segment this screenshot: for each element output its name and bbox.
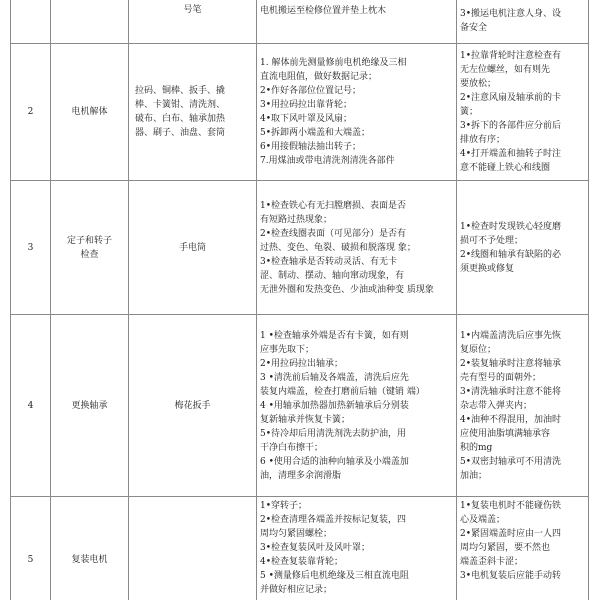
content-line: 2•检查清理各端盖并按标记复装，四	[260, 515, 407, 525]
row-number-cell	[11, 0, 51, 44]
content-line: 装复内端盖，检查打磨前后轴（键销 端）	[260, 386, 425, 397]
content-line: 直流电阻值，做好数据记录；	[260, 72, 378, 82]
notes-line: 2•装复轴承时注意将轴承	[460, 358, 562, 369]
step-name: 电机解体	[71, 107, 108, 117]
table-row	[11, 44, 589, 181]
notes-line: 2•线圈和轴承有缺陷的必	[460, 249, 562, 260]
content-line: 并做好相应记录；	[260, 585, 333, 595]
content-line: 2•作好各部位位置记号；	[260, 86, 362, 96]
notes-line: 排放有序；	[460, 135, 506, 145]
notes-cell	[457, 497, 589, 600]
notes-line: 4•油种不得混用，加油时	[460, 414, 562, 425]
notes-line: 2•注意风扇及轴承前的卡	[460, 93, 562, 103]
content-line: 4•检查复装靠背轮；	[260, 557, 344, 567]
table-row	[11, 497, 589, 600]
content-line: 1. 解体前先测量修前电机绝缘及三相	[260, 58, 407, 68]
notes-line: 积的mg	[460, 442, 493, 453]
notes-line: 簧；	[460, 107, 479, 117]
content-line: 6•用接假轴法抽出转子；	[260, 142, 362, 152]
notes-line: 应使用油脂填满轴承容	[460, 428, 551, 439]
content-line: 3 •清洗前后轴及各端盖，清洗后应先	[260, 372, 409, 383]
tools-line: 手电筒	[178, 242, 206, 253]
notes-line: 损可不予处理；	[460, 235, 524, 246]
notes-line: 端盖歪斜卡涩；	[460, 557, 524, 567]
notes-line: 5•双密封轴承可不用清洗	[460, 456, 562, 467]
maintenance-procedure-table	[10, 0, 589, 600]
content-line: 5•拆卸两小端盖和大端盖；	[260, 128, 371, 138]
notes-line: 3•拆下的各部件应分前后	[460, 121, 562, 131]
notes-line: 3•搬运电机注意人身、设	[460, 9, 562, 19]
content-line: 油，清理多余润滑脂	[260, 470, 342, 481]
row-number: 5	[27, 555, 34, 565]
content-line: 4•取下风叶罩及风扇；	[260, 114, 353, 124]
content-cell	[257, 44, 457, 181]
tools-line: 号笔	[183, 5, 202, 15]
content-line: 1 •检查轴承外端是否有卡簧，如有则	[260, 330, 409, 341]
content-line: 7.用煤油或带电清洗剂清洗各部件	[260, 156, 395, 166]
step-name-cell	[51, 0, 129, 44]
content-line: 干净白布擦干；	[260, 442, 324, 453]
tools-line: 破布、白布、轴承加热	[135, 114, 226, 124]
content-line: 3•检查轴承是否转动灵活、有无卡	[260, 256, 398, 267]
notes-line: 壳有型号的面朝外；	[460, 372, 542, 383]
content-line: 3•检查复装风叶及风叶罩；	[260, 543, 371, 553]
content-line: 1•检查铁心有无扫膛磨损、表面是否	[260, 200, 407, 211]
step-name-cell	[51, 181, 129, 315]
content-line: 涩、制动、摆动、轴向窜动现象，有	[260, 270, 405, 281]
content-line: 周均匀紧固螺栓；	[260, 529, 333, 539]
row-number: 2	[27, 107, 34, 117]
tools-line: 拉码、铜棒、扳手、撬	[135, 86, 226, 96]
tools-cell	[129, 0, 257, 44]
tools-cell	[129, 315, 257, 497]
content-line: 4 •用轴承加热器加热新轴承后分别装	[260, 400, 409, 411]
notes-cell	[457, 315, 589, 497]
notes-line: 2•紧固端盖时应由一人四	[460, 529, 562, 539]
row-number-cell	[11, 44, 51, 181]
step-name-cell	[51, 497, 129, 600]
table-row	[11, 181, 589, 315]
row-number: 4	[27, 400, 34, 411]
content-line: 电机搬运至检修位置并垫上枕木	[260, 6, 387, 16]
tools-cell	[129, 181, 257, 315]
content-cell	[257, 0, 457, 44]
content-line: 过热、变色、龟裂、破损和脱落现 象；	[260, 242, 416, 253]
content-line: 3•用拉码拉出靠背轮；	[260, 100, 353, 110]
tools-cell	[129, 497, 257, 600]
content-line: 复新轴承并恢复卡簧；	[260, 414, 351, 425]
tools-cell	[129, 44, 257, 181]
notes-line: 无左位螺丝，如有则先	[460, 65, 551, 75]
notes-line: 须更换或修复	[460, 263, 515, 274]
notes-line: 备安全	[460, 23, 488, 33]
step-name-cell	[51, 44, 129, 181]
table-row	[11, 0, 589, 44]
notes-line: 心及端盖；	[460, 515, 506, 525]
notes-line: 4•打开端盖和抽转子时注	[460, 149, 562, 159]
step-name: 更换轴承	[71, 400, 108, 411]
row-number-cell	[11, 497, 51, 600]
row-number-cell	[11, 315, 51, 497]
content-line: 5 •测量修后电机绝缘及三相直流电阻	[260, 571, 409, 581]
content-line: 有短路过热现象；	[260, 214, 333, 225]
notes-line: 1•检查时发现铁心轻度磨	[460, 221, 562, 232]
notes-line: 加油；	[460, 470, 488, 481]
notes-line: 1•拉靠背轮时注意检查有	[460, 51, 562, 61]
step-name: 复装电机	[71, 555, 108, 565]
notes-line: 周均匀紧固，要不然也	[460, 543, 551, 553]
notes-line: 复原位；	[460, 344, 497, 355]
notes-line: 意不能碰上铁心和线圈	[460, 163, 551, 173]
content-line: 5•待冷却后用清洗剂洗去防护油，用	[260, 428, 407, 439]
notes-line: 3•清洗轴承时注意不能将	[460, 386, 562, 397]
table-row	[11, 315, 589, 497]
content-line: 6 •使用合适的油种向轴承及小端盖加	[260, 456, 409, 467]
tools-line: 梅花扳手	[174, 400, 211, 411]
content-cell	[257, 497, 457, 600]
notes-line: 要放松；	[460, 79, 497, 89]
content-line: 2•用拉码拉出轴承；	[260, 358, 344, 369]
notes-line: 3•电机复装后应能手动转	[460, 571, 562, 581]
content-cell	[257, 315, 457, 497]
tools-line: 器、刷子、油盘、套筒	[135, 128, 226, 138]
step-name: 定子和转子检查	[66, 235, 112, 260]
row-number-cell	[11, 181, 51, 315]
notes-line: 杂志带入弹夹内；	[460, 400, 533, 411]
notes-line: 1•内端盖清洗后应事先恢	[460, 330, 562, 341]
notes-cell	[457, 181, 589, 315]
row-number: 3	[27, 242, 34, 253]
step-name-cell	[51, 315, 129, 497]
notes-line: 1•复装电机时不能碰伤铁	[460, 501, 562, 511]
notes-cell	[457, 0, 589, 44]
notes-cell	[457, 44, 589, 181]
content-cell	[257, 181, 457, 315]
content-line: 应事先取下；	[260, 344, 315, 355]
tools-line: 棒、卡簧钳、清洗剂、	[135, 100, 226, 110]
content-line: 无泄外圈和发热变色、少油或油种变 质现象	[260, 284, 434, 295]
content-line: 2•检查线圈表面（可见部分）是否有	[260, 228, 407, 239]
content-line: 1•穿转子；	[260, 501, 308, 511]
